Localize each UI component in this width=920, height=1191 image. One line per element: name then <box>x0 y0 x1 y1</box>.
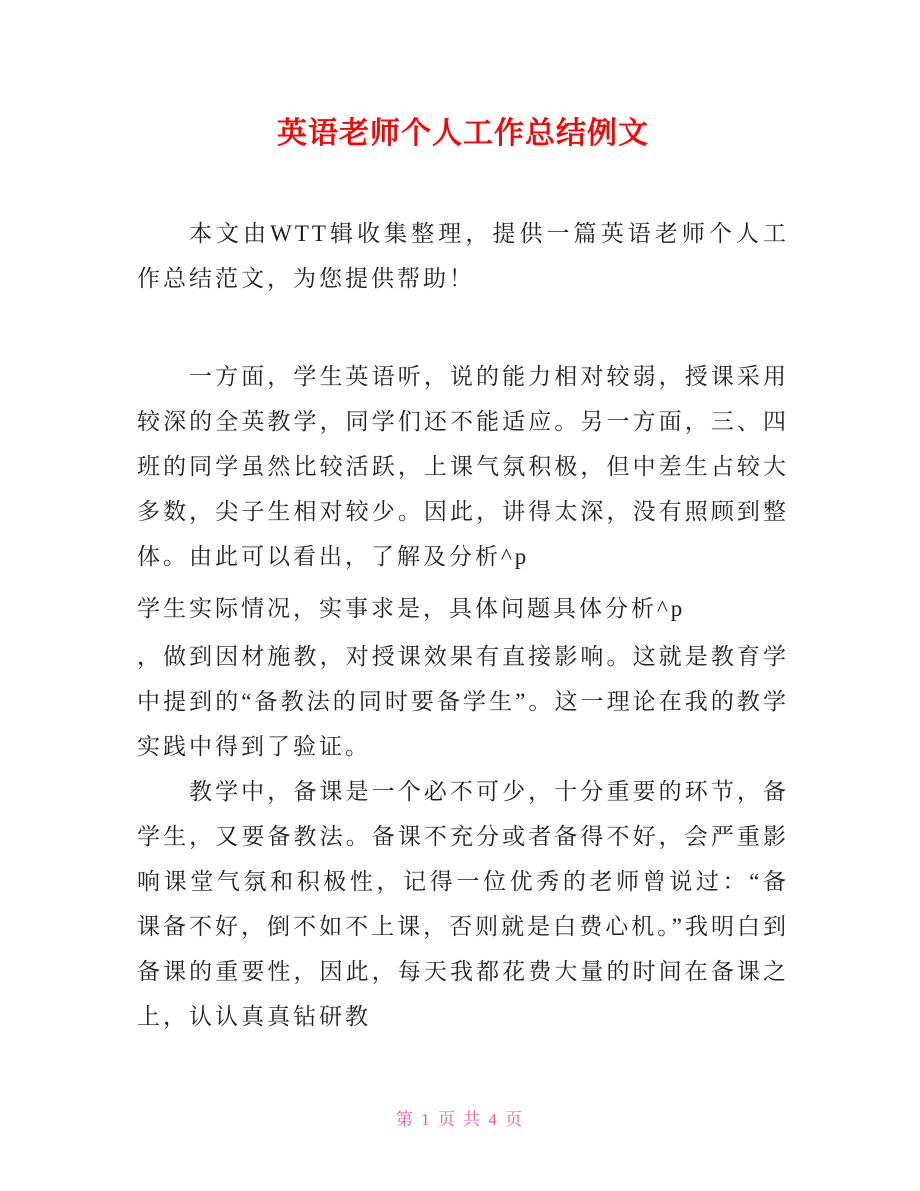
paragraph-body-3: ，做到因材施教，对授课效果有直接影响。这就是教育学中提到的“备教法的同时要备学生”。这一理论在我的教学实践中得到了验证。 <box>137 644 789 759</box>
document-page <box>137 0 789 1039</box>
page-title: 英语老师个人工作总结例文 <box>277 117 649 150</box>
paragraph-body-4: 教学中，备课是一个必不可少，十分重要的环节，备学生，又要备教法。备课不充分或者备得不好，会严重影响课堂气氛和积极性，记得一位优秀的老师曾说过：“备课备不好，倒不如不上课，否则就是白费心机。”我明白到备课的重要性，因此，每天我都花费大量的时间在备课之上，认认真真钻研教 <box>137 779 789 1029</box>
page-number-footer: 第 1 页 共 4 页 <box>395 1110 525 1129</box>
paragraph-body-1: 一方面，学生英语听，说的能力相对较弱，授课采用较深的全英教学，同学们还不能适应。另一方面，三、四班的同学虽然比较活跃，上课气氛积极，但中差生占较大多数，尖子生相对较少。因此，讲得太深，没有照顾到整体。由此可以看出，了解及分析^p <box>137 364 789 569</box>
paragraph-intro: 本文由WTT辑收集整理，提供一篇英语老师个人工作总结范文，为您提供帮助！ <box>137 221 789 291</box>
paragraph-body-2: 学生实际情况，实事求是，具体问题具体分析^p <box>137 596 686 621</box>
